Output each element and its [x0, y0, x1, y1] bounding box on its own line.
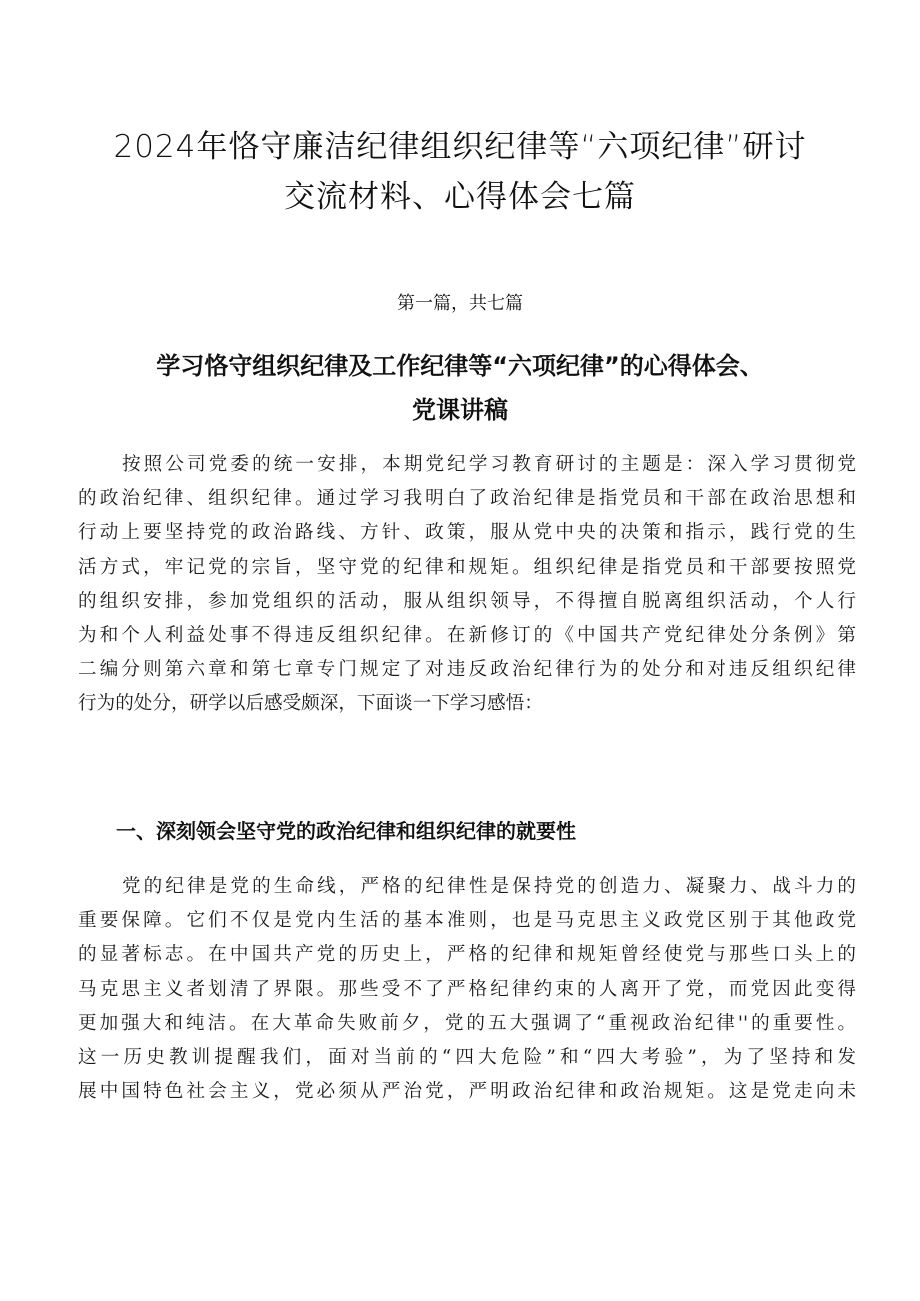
document-title [60, 122, 860, 222]
paragraph-line: 重要保障。它们不仅是党内生活的基本准则，也是马克思主义政党区别于其他政党 [78, 910, 856, 932]
paragraph-line: 展中国特色社会主义，党必须从严治党，严明政治纪律和政治规矩。这是党走向未 [78, 1081, 856, 1103]
paragraph-line: 这一历史教训提醒我们，面对当前的“四大危险”和“四大考验”，为了坚持和发 [78, 1046, 856, 1068]
paragraph-line: 行为的处分，研学以后感受颇深，下面谈一下学习感悟： [78, 693, 543, 715]
section-title [60, 344, 860, 432]
paragraph-line: 的显著标志。在中国共产党的历史上，严格的纪律和规矩曾经使党与那些口头上的 [78, 944, 856, 966]
paragraph-line: 活方式，牢记党的宗旨，坚守党的纪律和规矩。组织纪律是指党员和干部要按照党 [78, 556, 856, 578]
paragraph-intro [78, 448, 856, 722]
section-title-line-2: 党课讲稿 [412, 396, 508, 424]
paragraph-line: 的政治纪律、组织纪律。通过学习我明白了政治纪律是指党员和干部在政治思想和 [78, 488, 856, 510]
paragraph-line: 二编分则第六章和第七章专门规定了对违反政治纪律行为的处分和对违反组织纪律 [78, 659, 856, 681]
paragraph-line: 为和个人利益处事不得违反组织纪律。在新修订的《中国共产党纪律处分条例》第 [78, 624, 856, 646]
paragraph-line: 更加强大和纯洁。在大革命失败前夕，党的五大强调了“重视政治纪律''的重要性。 [78, 1012, 856, 1034]
paragraph-line: 的组织安排，参加党组织的活动，服从组织领导，不得擅自脱离组织活动，个人行 [78, 590, 856, 612]
paragraph-line: 党的纪律是党的生命线，严格的纪律性是保持党的创造力、凝聚力、战斗力的 [122, 876, 856, 897]
paragraph-line: 行动上要坚持党的政治路线、方针、政策，服从党中央的决策和指示，践行党的生 [78, 522, 856, 544]
document-title-line-2: 交流材料、心得体会七篇 [284, 179, 636, 215]
document-title-line-1: 2024年恪守廉洁纪律组织纪律等“六项纪律”研讨 [113, 129, 807, 165]
paragraph-discipline [78, 870, 856, 1109]
section-title-line-1: 学习恪守组织纪律及工作纪律等“六项纪律”的心得体会、 [156, 352, 764, 380]
paragraph-line: 马克思主义者划清了界限。那些受不了严格纪律约束的人离开了党，而党因此变得 [78, 978, 856, 1000]
part-label: 第一篇，共七篇 [397, 293, 523, 314]
paragraph-line: 按照公司党委的统一安排，本期党纪学习教育研讨的主题是：深入学习贯彻党 [122, 454, 856, 475]
heading-section-one: 一、深刻领会坚守党的政治纪律和组织纪律的就要性 [116, 819, 576, 843]
